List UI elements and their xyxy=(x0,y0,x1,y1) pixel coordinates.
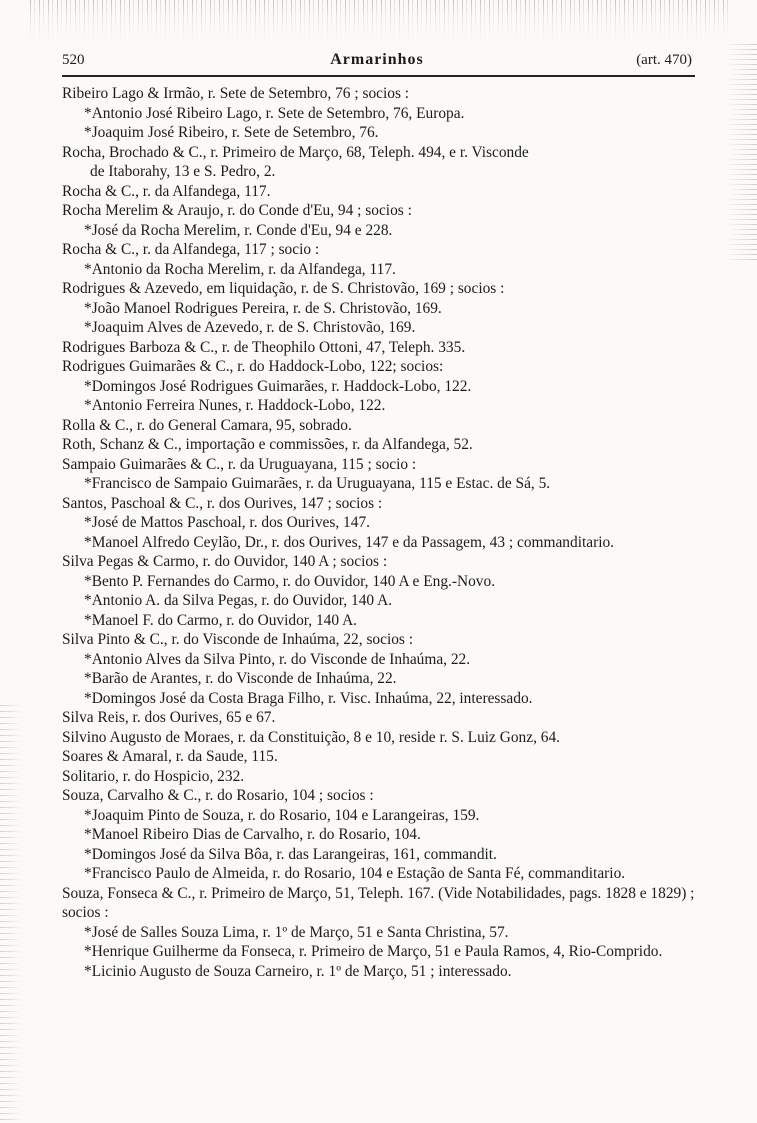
directory-entry: Silva Reis, r. dos Ourives, 65 e 67. xyxy=(62,709,276,726)
directory-entry: Rodrigues & Azevedo, em liquidação, r. de S. Christovão, 169 ; socios : xyxy=(62,280,505,297)
partner-entry: *Licinio Augusto de Souza Carneiro, r. 1º de Março, 51 ; interessado. xyxy=(84,962,512,980)
directory-entry: Rodrigues Barboza & C., r. de Theophilo Ottoni, 47, Teleph. 335. xyxy=(62,338,466,356)
directory-entry: Roth, Schanz & C., importação e commissões, r. da Alfandega, 52. xyxy=(62,436,473,453)
partner-entry: *Antonio José Ribeiro Lago, r. Sete de Setembro, 76, Europa. xyxy=(84,104,465,122)
directory-entry: Solitario, r. do Hospicio, 232. xyxy=(62,767,245,785)
partner-entry: *Antonio da Rocha Merelim, r. da Alfandega, 117. xyxy=(84,260,396,278)
partner-entry: *Antonio Ferreira Nunes, r. Haddock-Lobo, 122. xyxy=(84,397,386,414)
directory-entry: Rocha Merelim & Araujo, r. do Conde d'Eu, 94 ; socios : xyxy=(62,202,412,219)
directory-entry: Soares & Amaral, r. da Saude, 115. xyxy=(62,748,278,765)
directory-entry: Souza, Carvalho & C., r. do Rosario, 104 ; socios : xyxy=(62,787,374,804)
directory-entry: Rocha & C., r. da Alfandega, 117 ; socio : xyxy=(62,241,320,258)
page-number: 520 xyxy=(62,52,85,68)
partner-entry: *Manoel F. do Carmo, r. do Ouvidor, 140 A. xyxy=(84,611,358,629)
partner-entry: *Henrique Guilherme da Fonseca, r. Primeiro de Março, 51 e Paula Ramos, 4, Rio-Comprido. xyxy=(84,943,663,960)
partner-entry: *Francisco de Sampaio Guimarães, r. da Uruguayana, 115 e Estac. de Sá, 5. xyxy=(84,475,551,492)
directory-entry: Souza, Fonseca & C., r. Primeiro de Março, 51, Teleph. 167. (Vide Notabilidades, pags. 1828 e 1829) ; socios : xyxy=(62,884,695,921)
directory-entry: Rodrigues Guimarães & C., r. do Haddock-Lobo, 122; socios: xyxy=(62,358,444,375)
partner-entry: *José de Mattos Paschoal, r. dos Ourives, 147. xyxy=(84,514,370,531)
scan-noise-right xyxy=(727,40,757,260)
directory-entry: Silva Pegas & Carmo, r. do Ouvidor, 140 A ; socios : xyxy=(62,553,388,570)
article-reference: (art. 470) xyxy=(636,52,692,68)
directory-entry-continuation: de Itaborahy, 13 e S. Pedro, 2. xyxy=(90,163,276,180)
page-header xyxy=(62,52,692,74)
partner-entry: *Manoel Alfredo Ceylão, Dr., r. dos Ourives, 147 e da Passagem, 43 ; commanditario. xyxy=(84,533,615,551)
directory-entry: Silvino Augusto de Moraes, r. da Constituição, 8 e 10, reside r. S. Luiz Gonz, 64. xyxy=(62,728,560,746)
directory-entry: Rocha, Brochado & C., r. Primeiro de Março, 68, Teleph. 494, e r. Visconde xyxy=(62,143,529,161)
partner-entry: *Domingos José da Silva Bôa, r. das Larangeiras, 161, commandit. xyxy=(84,845,497,863)
partner-entry: *Bento P. Fernandes do Carmo, r. do Ouvidor, 140 A e Eng.-Novo. xyxy=(84,572,496,590)
directory-entry: Rocha & C., r. da Alfandega, 117. xyxy=(62,182,271,200)
partner-entry: *Joaquim Pinto de Souza, r. do Rosario, 104 e Larangeiras, 159. xyxy=(84,806,480,824)
partner-entry: *João Manoel Rodrigues Pereira, r. de S. Christovão, 169. xyxy=(84,299,442,317)
directory-listing xyxy=(62,84,702,981)
directory-entry: Ribeiro Lago & Irmão, r. Sete de Setembro, 76 ; socios : xyxy=(62,85,410,102)
partner-entry: *Antonio Alves da Silva Pinto, r. do Visconde de Inhaúma, 22. xyxy=(84,650,471,668)
partner-entry: *Antonio A. da Silva Pegas, r. do Ouvidor, 140 A. xyxy=(84,592,393,609)
header-rule xyxy=(62,75,695,77)
partner-entry: *Barão de Arantes, r. do Visconde de Inhaúma, 22. xyxy=(84,670,397,687)
partner-entry: *Joaquim Alves de Azevedo, r. de S. Christovão, 169. xyxy=(84,319,416,336)
page-title: Armarinhos xyxy=(330,51,424,68)
partner-entry: *José de Salles Souza Lima, r. 1º de Março, 51 e Santa Christina, 57. xyxy=(84,923,509,941)
partner-entry: *Francisco Paulo de Almeida, r. do Rosario, 104 e Estação de Santa Fé, commanditario. xyxy=(84,865,626,882)
directory-entry: Santos, Paschoal & C., r. dos Ourives, 147 ; socios : xyxy=(62,494,383,512)
partner-entry: *Joaquim José Ribeiro, r. Sete de Setembro, 76. xyxy=(84,124,379,141)
partner-entry: *Domingos José Rodrigues Guimarães, r. Haddock-Lobo, 122. xyxy=(84,377,472,395)
directory-entry: Rolla & C., r. do General Camara, 95, sobrado. xyxy=(62,416,352,434)
scan-noise-left xyxy=(0,700,22,1120)
partner-entry: *Domingos José da Costa Braga Filho, r. Visc. Inhaúma, 22, interessado. xyxy=(84,689,533,707)
partner-entry: *Manoel Ribeiro Dias de Carvalho, r. do Rosario, 104. xyxy=(84,826,421,843)
directory-entry: Silva Pinto & C., r. do Visconde de Inhaúma, 22, socios : xyxy=(62,631,414,648)
directory-entry: Sampaio Guimarães & C., r. da Uruguayana, 115 ; socio : xyxy=(62,455,417,473)
scan-noise-top xyxy=(30,0,730,40)
partner-entry: *José da Rocha Merelim, r. Conde d'Eu, 94 e 228. xyxy=(84,221,393,239)
